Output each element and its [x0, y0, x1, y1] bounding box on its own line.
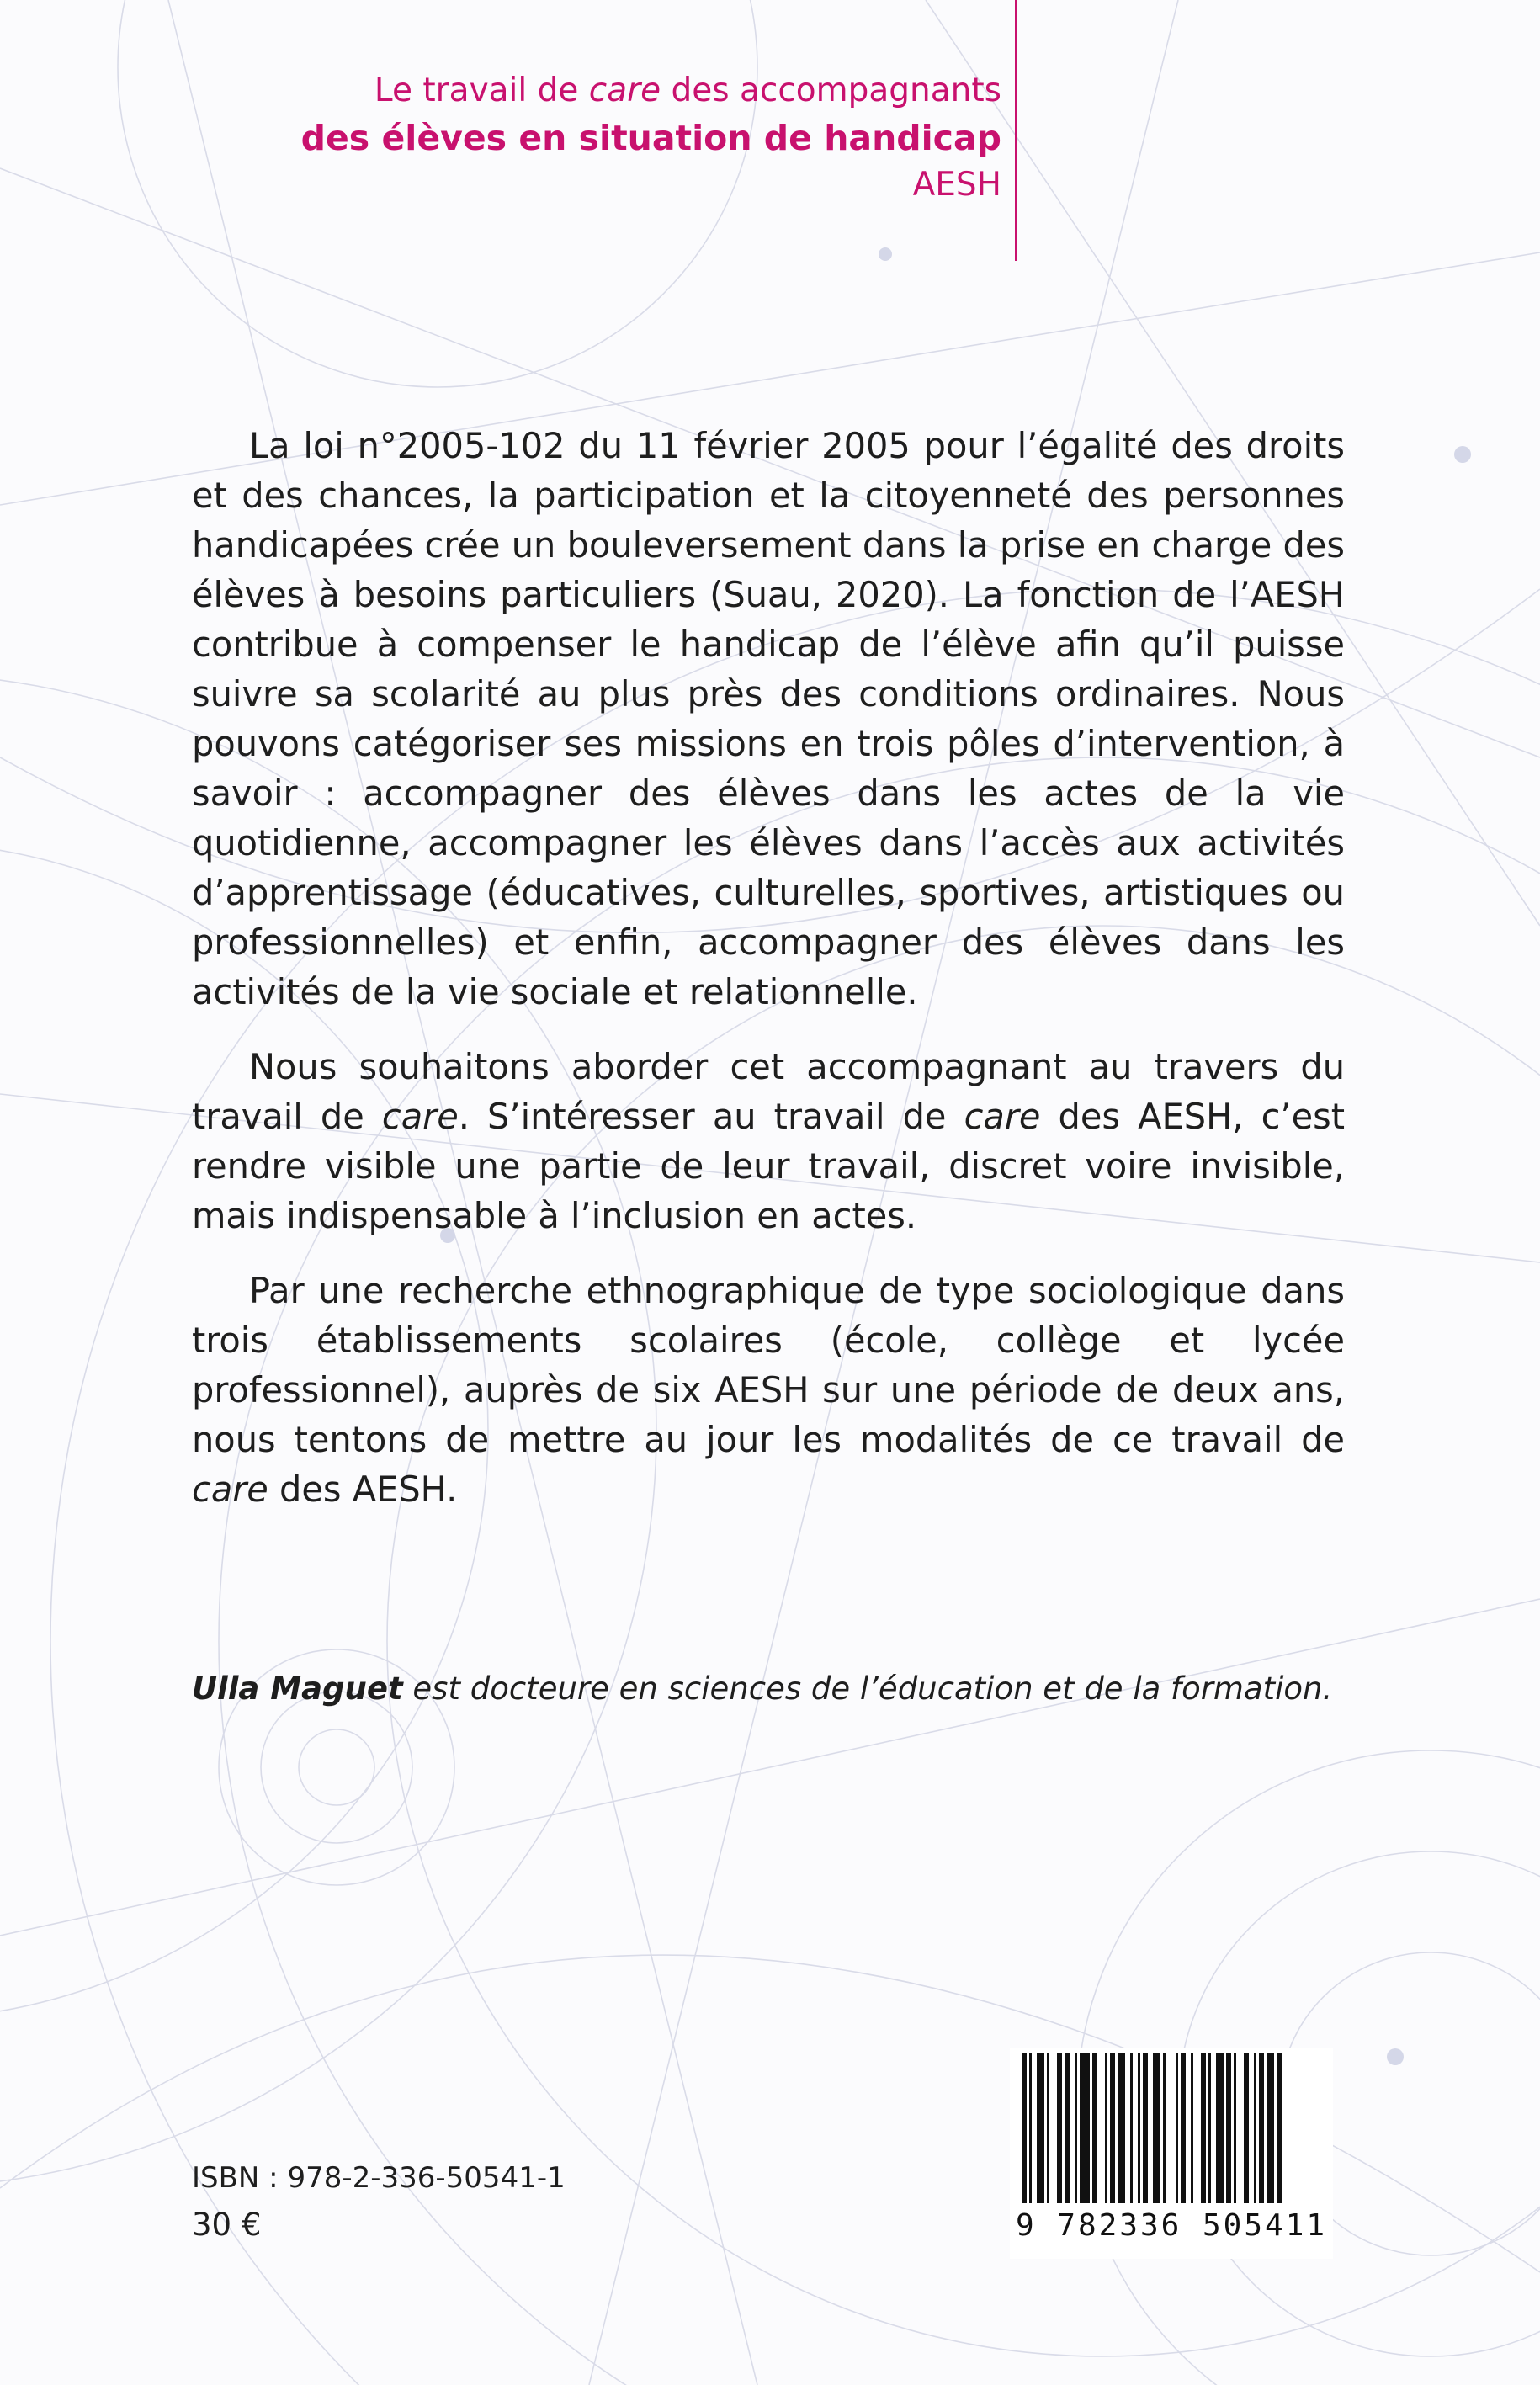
barcode-bar: [1191, 2053, 1193, 2203]
title-line-2: des élèves en situation de handicap: [300, 118, 1001, 158]
barcode-bar: [1259, 2053, 1264, 2203]
summary-paragraph-1: La loi n°2005-102 du 11 février 2005 pour l’égalité des droits et des chances, la participation et la citoyenneté des personnes handicapées crée un bouleversement dans la prise en charge des élèves à besoins particuliers (Suau, 2020). La fonction de l’AESH contribue à compenser le handicap de l’élève afin qu’il puisse suivre sa scolarité au plus près des conditions ordinaires. Nous pouvons catégoriser ses missions en trois pôles d’intervention, à savoir : accompagner des élèves dans les actes de la vie quotidienne, accompagner les élèves dans l’accès aux activités d’apprentissage (éducatives, culturelles, sportives, artistiques ou professionnelles) et enfin, accompagner des élèves dans les activités de la vie sociale et relationnelle.: [192, 425, 1345, 1012]
barcode-bar: [1163, 2053, 1166, 2203]
barcode-bar: [1080, 2053, 1090, 2203]
barcode-bar: [1234, 2053, 1236, 2203]
barcode-bar: [1244, 2053, 1249, 2203]
barcode-bars: [1010, 2048, 1333, 2208]
barcode-bar: [1022, 2053, 1027, 2203]
title-line-3: AESH: [912, 166, 1001, 204]
barcode-bar: [1037, 2053, 1044, 2203]
book-title-block: [160, 67, 1001, 209]
barcode-bar: [1153, 2053, 1160, 2203]
summary-paragraph-2: Nous souhaitons aborder cet accompagnant au travers du travail de care. S’intéresser au travail de care des AESH, c’est rendre visible une partie de leur travail, discret voire invisible, mais indispensable à l’inclusion en actes.: [192, 1046, 1346, 1236]
barcode-bar: [1130, 2053, 1133, 2203]
barcode-bar: [1105, 2053, 1107, 2203]
barcode-bar: [1118, 2053, 1125, 2203]
barcode-bar: [1216, 2053, 1224, 2203]
barcode-bar: [1110, 2053, 1115, 2203]
barcode-bar: [1208, 2053, 1211, 2203]
barcode-bar: [1143, 2053, 1148, 2203]
barcode-bar: [1075, 2053, 1077, 2203]
barcode-bar: [1092, 2053, 1097, 2203]
title-accent-rule: [1015, 0, 1017, 261]
back-cover-summary: [192, 421, 1345, 1539]
barcode-bar: [1029, 2053, 1032, 2203]
barcode-bar: [1226, 2053, 1231, 2203]
summary-paragraph-3: Par une recherche ethnographique de type sociologique dans trois établissements scolaires (école, collège et lycée professionnel), auprès de six AESH sur une période de deux ans, nous tentons de mettre au jour les modalités de ce travail de care des AESH.: [192, 1270, 1345, 1510]
title-line-1: Le travail de care des accompagnants: [374, 72, 1001, 109]
barcode-bar: [1057, 2053, 1062, 2203]
isbn-label: ISBN : 978-2-336-50541-1: [192, 2161, 566, 2195]
barcode-bar: [1047, 2053, 1049, 2203]
barcode-bar: [1065, 2053, 1070, 2203]
barcode-bar: [1277, 2053, 1282, 2203]
author-bio: Ulla Maguet est docteure en sciences de l’éducation et de la formation.: [192, 1671, 1333, 1707]
barcode-bar: [1176, 2053, 1178, 2203]
barcode-bar: [1267, 2053, 1274, 2203]
barcode-bar: [1138, 2053, 1140, 2203]
barcode: [1010, 2048, 1333, 2259]
barcode-bar: [1201, 2053, 1206, 2203]
barcode-digits: 9 782336 505411: [1015, 2208, 1328, 2243]
barcode-bar: [1254, 2053, 1256, 2203]
author-name: Ulla Maguet: [192, 1671, 403, 1707]
barcode-bar: [1181, 2053, 1186, 2203]
price-label: 30 €: [192, 2207, 262, 2243]
